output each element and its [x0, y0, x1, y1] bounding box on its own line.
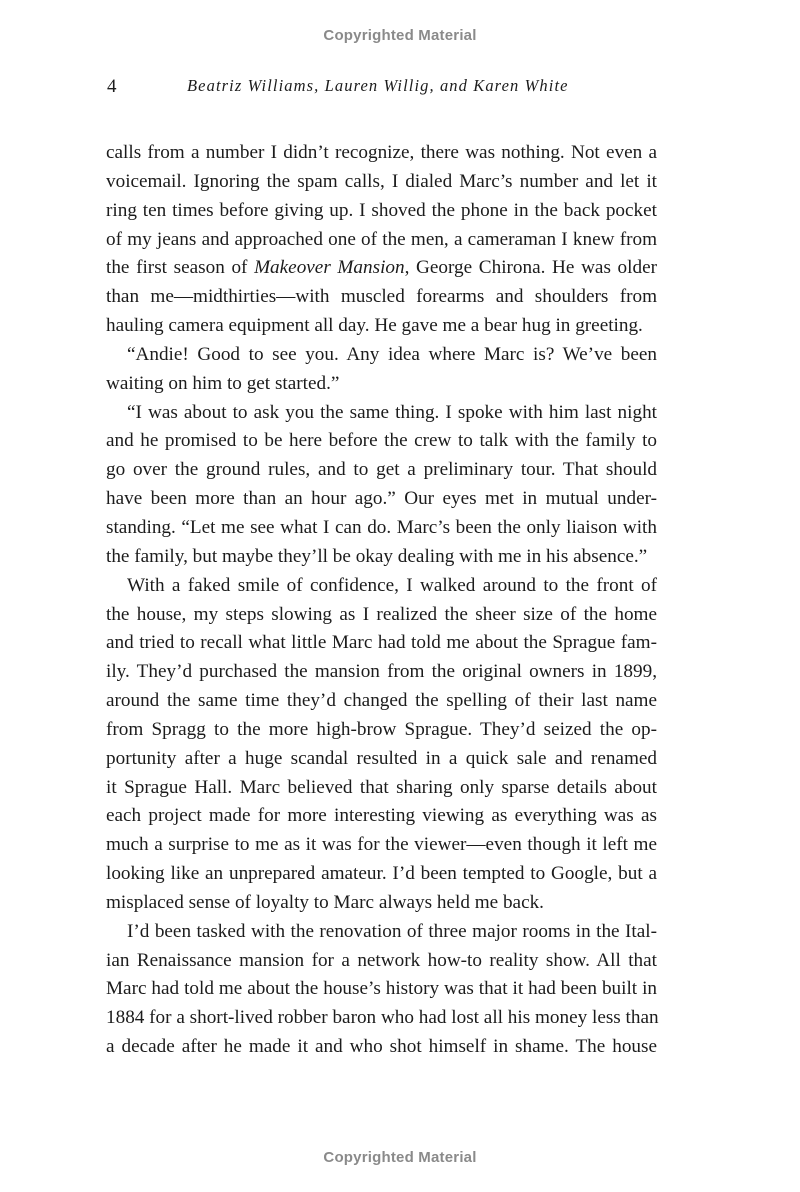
text-line: hauling camera equipment all day. He gave me a bear hug in greeting.: [106, 315, 643, 337]
text-line: the family, but maybe they’ll be okay dealing with me in his absence.”: [106, 545, 648, 567]
copyright-watermark-bottom: Copyrighted Material: [323, 1149, 477, 1166]
text-line: much a surprise to me as it was for the viewer—even though it left me: [106, 834, 657, 856]
text-line: each project made for more interesting viewing as everything was as: [106, 805, 657, 827]
text-line: I’d been tasked with the renovation of three major rooms in the Ital-: [127, 920, 657, 942]
paragraph-2: [106, 341, 657, 399]
text-line: Marc had told me about the house’s history was that it had been built in: [106, 978, 657, 1000]
text-line: voicemail. Ignoring the spam calls, I dialed Marc’s number and let it: [106, 170, 657, 192]
text-line: portunity after a huge scandal resulted in a quick sale and renamed: [106, 747, 657, 769]
paragraph-3: [106, 399, 657, 572]
text-line: than me—midthirties—with muscled forearms and shoulders from: [106, 286, 657, 308]
text-line: around the same time they’d changed the spelling of their last name: [106, 690, 657, 712]
body-text: [106, 139, 657, 1062]
text-line: have been more than an hour ago.” Our eyes met in mutual under-: [106, 488, 657, 510]
text-line: misplaced sense of loyalty to Marc always held me back.: [106, 891, 544, 913]
paragraph-1: [106, 139, 657, 341]
running-header: [107, 74, 657, 100]
text-line: standing. “Let me see what I can do. Marc’s been the only liaison with: [106, 516, 657, 538]
running-title: Beatriz Williams, Lauren Willig, and Karen White: [187, 76, 569, 95]
text-line: 1884 for a short-lived robber baron who had lost all his money less than: [106, 1007, 659, 1029]
text-line: ily. They’d purchased the mansion from the original owners in 1899,: [106, 661, 657, 683]
text-line: ian Renaissance mansion for a network how-to reality show. All that: [106, 949, 657, 971]
text-line: With a faked smile of confidence, I walked around to the front of: [127, 574, 657, 596]
show-title: Makeover Mansion: [254, 257, 405, 279]
paragraph-5: [106, 918, 657, 1062]
text-line: and he promised to be here before the crew to talk with the family to: [106, 430, 657, 452]
text-line: it Sprague Hall. Marc believed that sharing only sparse details about: [106, 776, 657, 798]
text-line: from Spragg to the more high-brow Sprague. They’d seized the op-: [106, 718, 657, 740]
text-line: “I was about to ask you the same thing. I spoke with him last night: [127, 401, 657, 423]
text-line: calls from a number I didn’t recognize, there was nothing. Not even a: [106, 142, 657, 163]
text-line-end: , George Chirona. He was older: [404, 257, 657, 279]
text-line: of my jeans and approached one of the men, a cameraman I knew from: [106, 228, 657, 250]
text-line: the house, my steps slowing as I realized the sheer size of the home: [106, 603, 657, 625]
page-number: 4: [107, 76, 117, 97]
text-line: “Andie! Good to see you. Any idea where Marc is? We’ve been: [127, 343, 657, 365]
text-line: ring ten times before giving up. I shoved the phone in the back pocket: [106, 199, 657, 221]
text-line: [106, 254, 657, 283]
paragraph-4: [106, 572, 657, 918]
text-line: a decade after he made it and who shot himself in shame. The house: [106, 1036, 657, 1058]
text-line: looking like an unprepared amateur. I’d been tempted to Google, but a: [106, 863, 657, 885]
text-line: waiting on him to get started.”: [106, 372, 340, 394]
copyright-watermark-top: Copyrighted Material: [323, 27, 477, 44]
text-line: go over the ground rules, and to get a preliminary tour. That should: [106, 459, 657, 481]
text-line-start: the first season of: [106, 257, 255, 279]
text-line: and tried to recall what little Marc had told me about the Sprague fam-: [106, 632, 657, 654]
